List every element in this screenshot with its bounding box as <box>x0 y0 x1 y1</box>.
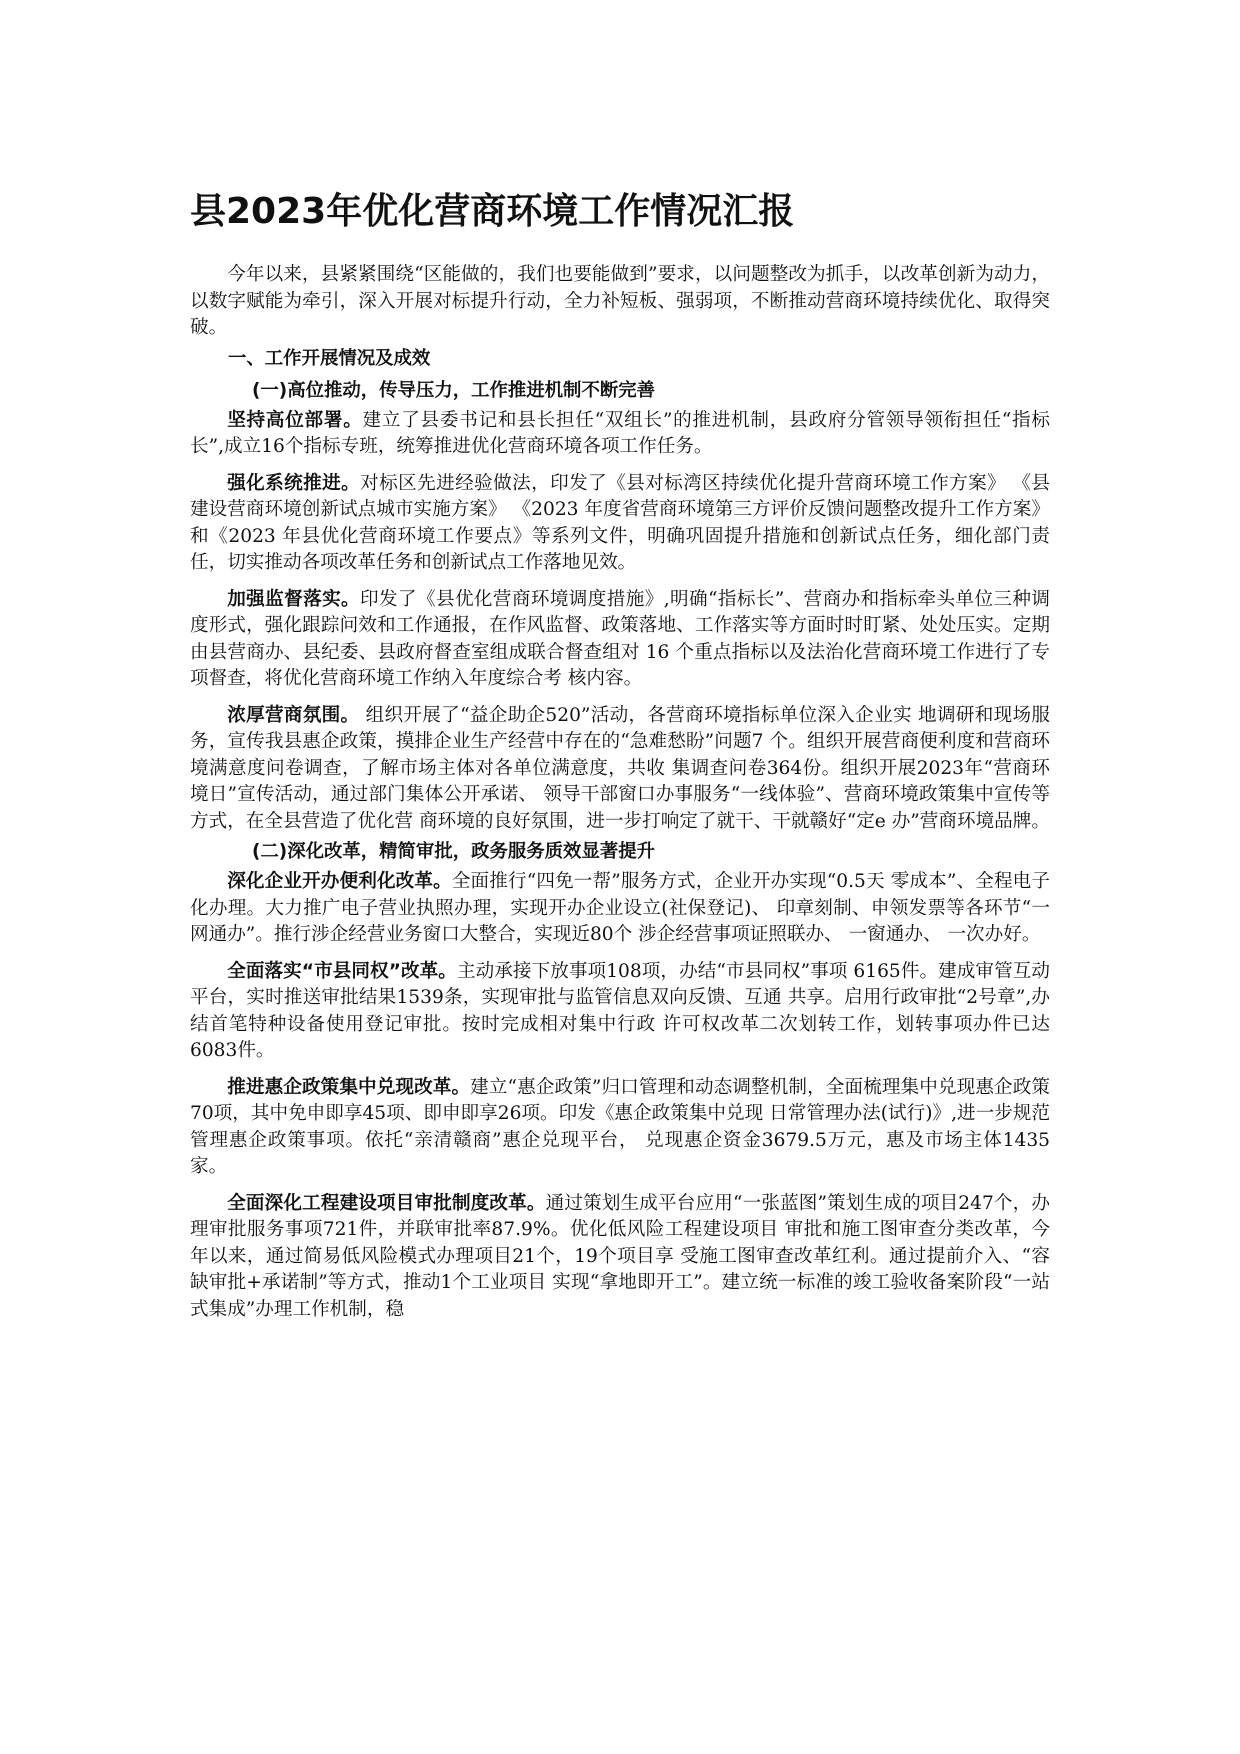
paragraph-lead: 推进惠企政策集中兑现改革。 <box>227 1076 471 1098</box>
paragraph-policy-redemption <box>190 1075 1050 1181</box>
paragraph-enterprise-startup <box>190 869 1050 949</box>
paragraph-lead: 强化系统推进。 <box>227 472 361 494</box>
paragraph-lead: 浓厚营商氛围。 <box>227 704 360 726</box>
paragraph-lead: 坚持高位部署。 <box>227 409 363 431</box>
document-body <box>190 262 1050 1323</box>
paragraph-system-promotion <box>190 471 1050 577</box>
paragraph-high-level-deployment <box>190 408 1050 461</box>
paragraph-city-county-rights <box>190 959 1050 1065</box>
paragraph-text: 印发了《县优化营商环境调度措施》,明确“指标长”、营商办和指标牵头单位三种调度形式，强化跟踪问效和工作通报，在作风监督、政策落地、工作落实等方面时时盯紧、处处压实。定期由县营商办、县纪委、县政府督查室组成联合督查组对 16 个重点指标以及法治化营商环境工作进行了专项督查，将优化营商环境工作纳入年度综合考 核内容。 <box>190 588 1050 689</box>
paragraph-text: 组织开展了“益企助企520”活动，各营商环境指标单位深入企业实 地调研和现场服务，宣传我县惠企政策，摸排企业生产经营中存在的“急难愁盼”问题7 个。组织开展营商便利度和营商环境满意度问卷调查，了解市场主体对各单位满意度，共收 集调查问卷364份。组织开展2023年“营商环境日”宣传活动，通过部门集体公开承诺、 领导干部窗口办事服务“一线体验”、营商环境政策集中宣传等方式，在全县营造了优化营 商环境的良好氛围，进一步打响定了就干、干就赣好“定e 办”营商环境品牌。 <box>190 704 1050 832</box>
paragraph-lead: 全面落实“市县同权”改革。 <box>227 960 457 982</box>
paragraph-lead: 加强监督落实。 <box>227 588 361 610</box>
section-heading-1: 一、工作开展情况及成效 <box>228 347 431 369</box>
paragraph-text: 对标区先进经验做法，印发了《县对标湾区持续优化提升营商环境工作方案》 《县建设营商环境创新试点城市实施方案》 《2023 年度省营商环境第三方评价反馈问题整改提升工作方案》和《2023 年县优化营商环境工作要点》等系列文件，明确巩固提升措施和创新试点任务，细化部门责任，切实推动各项改革任务和创新试点工作落地见效。 <box>190 472 1050 573</box>
subsection-heading-2: (二)深化改革，精简审批，政务服务质效显著提升 <box>252 841 656 862</box>
subsection-heading-1: (一)高位推动，传导压力，工作推进机制不断完善 <box>252 379 656 401</box>
paragraph-lead: 全面深化工程建设项目审批制度改革。 <box>227 1192 546 1214</box>
paragraph-supervision <box>190 587 1050 693</box>
paragraph-text: 建立了县委书记和县长担任“双组长”的推进机制，县政府分管领导领衔担任“指标长”,成立16个指标专班，统筹推进优化营商环境各项工作任务。 <box>190 409 1050 457</box>
paragraph-text: 主动承接下放事项108项，办结“市县同权”事项 6165件。建成审管互动平台，实时推送审批结果1539条，实现审批与监管信息双向反馈、互通 共享。启用行政审批“2号章”,办结首笔特种设备使用登记审批。按时完成相对集中行政 许可权改革二次划转工作，划转事项办件已达6083件。 <box>190 960 1050 1061</box>
document-title: 县2023年优化营商环境工作情况汇报 <box>190 191 795 232</box>
paragraph-text: 全面推行“四免一帮”服务方式，企业开办实现“0.5天 零成本”、全程电子化办理。大力推广电子营业执照办理，实现开办企业设立(社保登记)、 印章刻制、申领发票等各环节“一网通办”。推行涉企经营业务窗口大整合，实现近80个 涉企经营事项证照联办、 一窗通办、 一次办好。 <box>190 871 1050 945</box>
paragraph-text: 通过策划生成平台应用“一张蓝图”策划生成的项目247个，办理审批服务事项721件，并联审批率87.9%。优化低风险工程建设项目 审批和施工图审查分类改革，今年以来，通过简易低风险模式办理项目21个，19个项目享 受施工图审查改革红利。通过提前介入、“容缺审批+承诺制”等方式，推动1个工业项目 实现“拿地即开工”。建立统一标准的竣工验收备案阶段“一站式集成”办理工作机制，稳 <box>190 1192 1050 1320</box>
paragraph-lead: 深化企业开办便利化改革。 <box>227 871 452 892</box>
intro-paragraph: 今年以来，县紧紧围绕“区能做的，我们也要能做到”要求，以问题整改为抓手，以改革创新为动力，以数字赋能为牵引，深入开展对标提升行动，全力补短板、强弱项，不断推动营商环境持续优化、取得突破。 <box>190 264 1050 338</box>
paragraph-construction-approval <box>190 1191 1050 1324</box>
document-page <box>190 0 1050 1754</box>
paragraph-atmosphere <box>190 703 1050 836</box>
paragraph-text: 建立“惠企政策”归口管理和动态调整机制，全面梳理集中兑现惠企政策70项，其中免申即享45项、即申即享26项。印发《惠企政策集中兑现 日常管理办法(试行)》,进一步规范管理惠企政策事项。依托“亲清赣商”惠企兑现平台， 兑现惠企资金3679.5万元，惠及市场主体1435家。 <box>190 1076 1050 1177</box>
